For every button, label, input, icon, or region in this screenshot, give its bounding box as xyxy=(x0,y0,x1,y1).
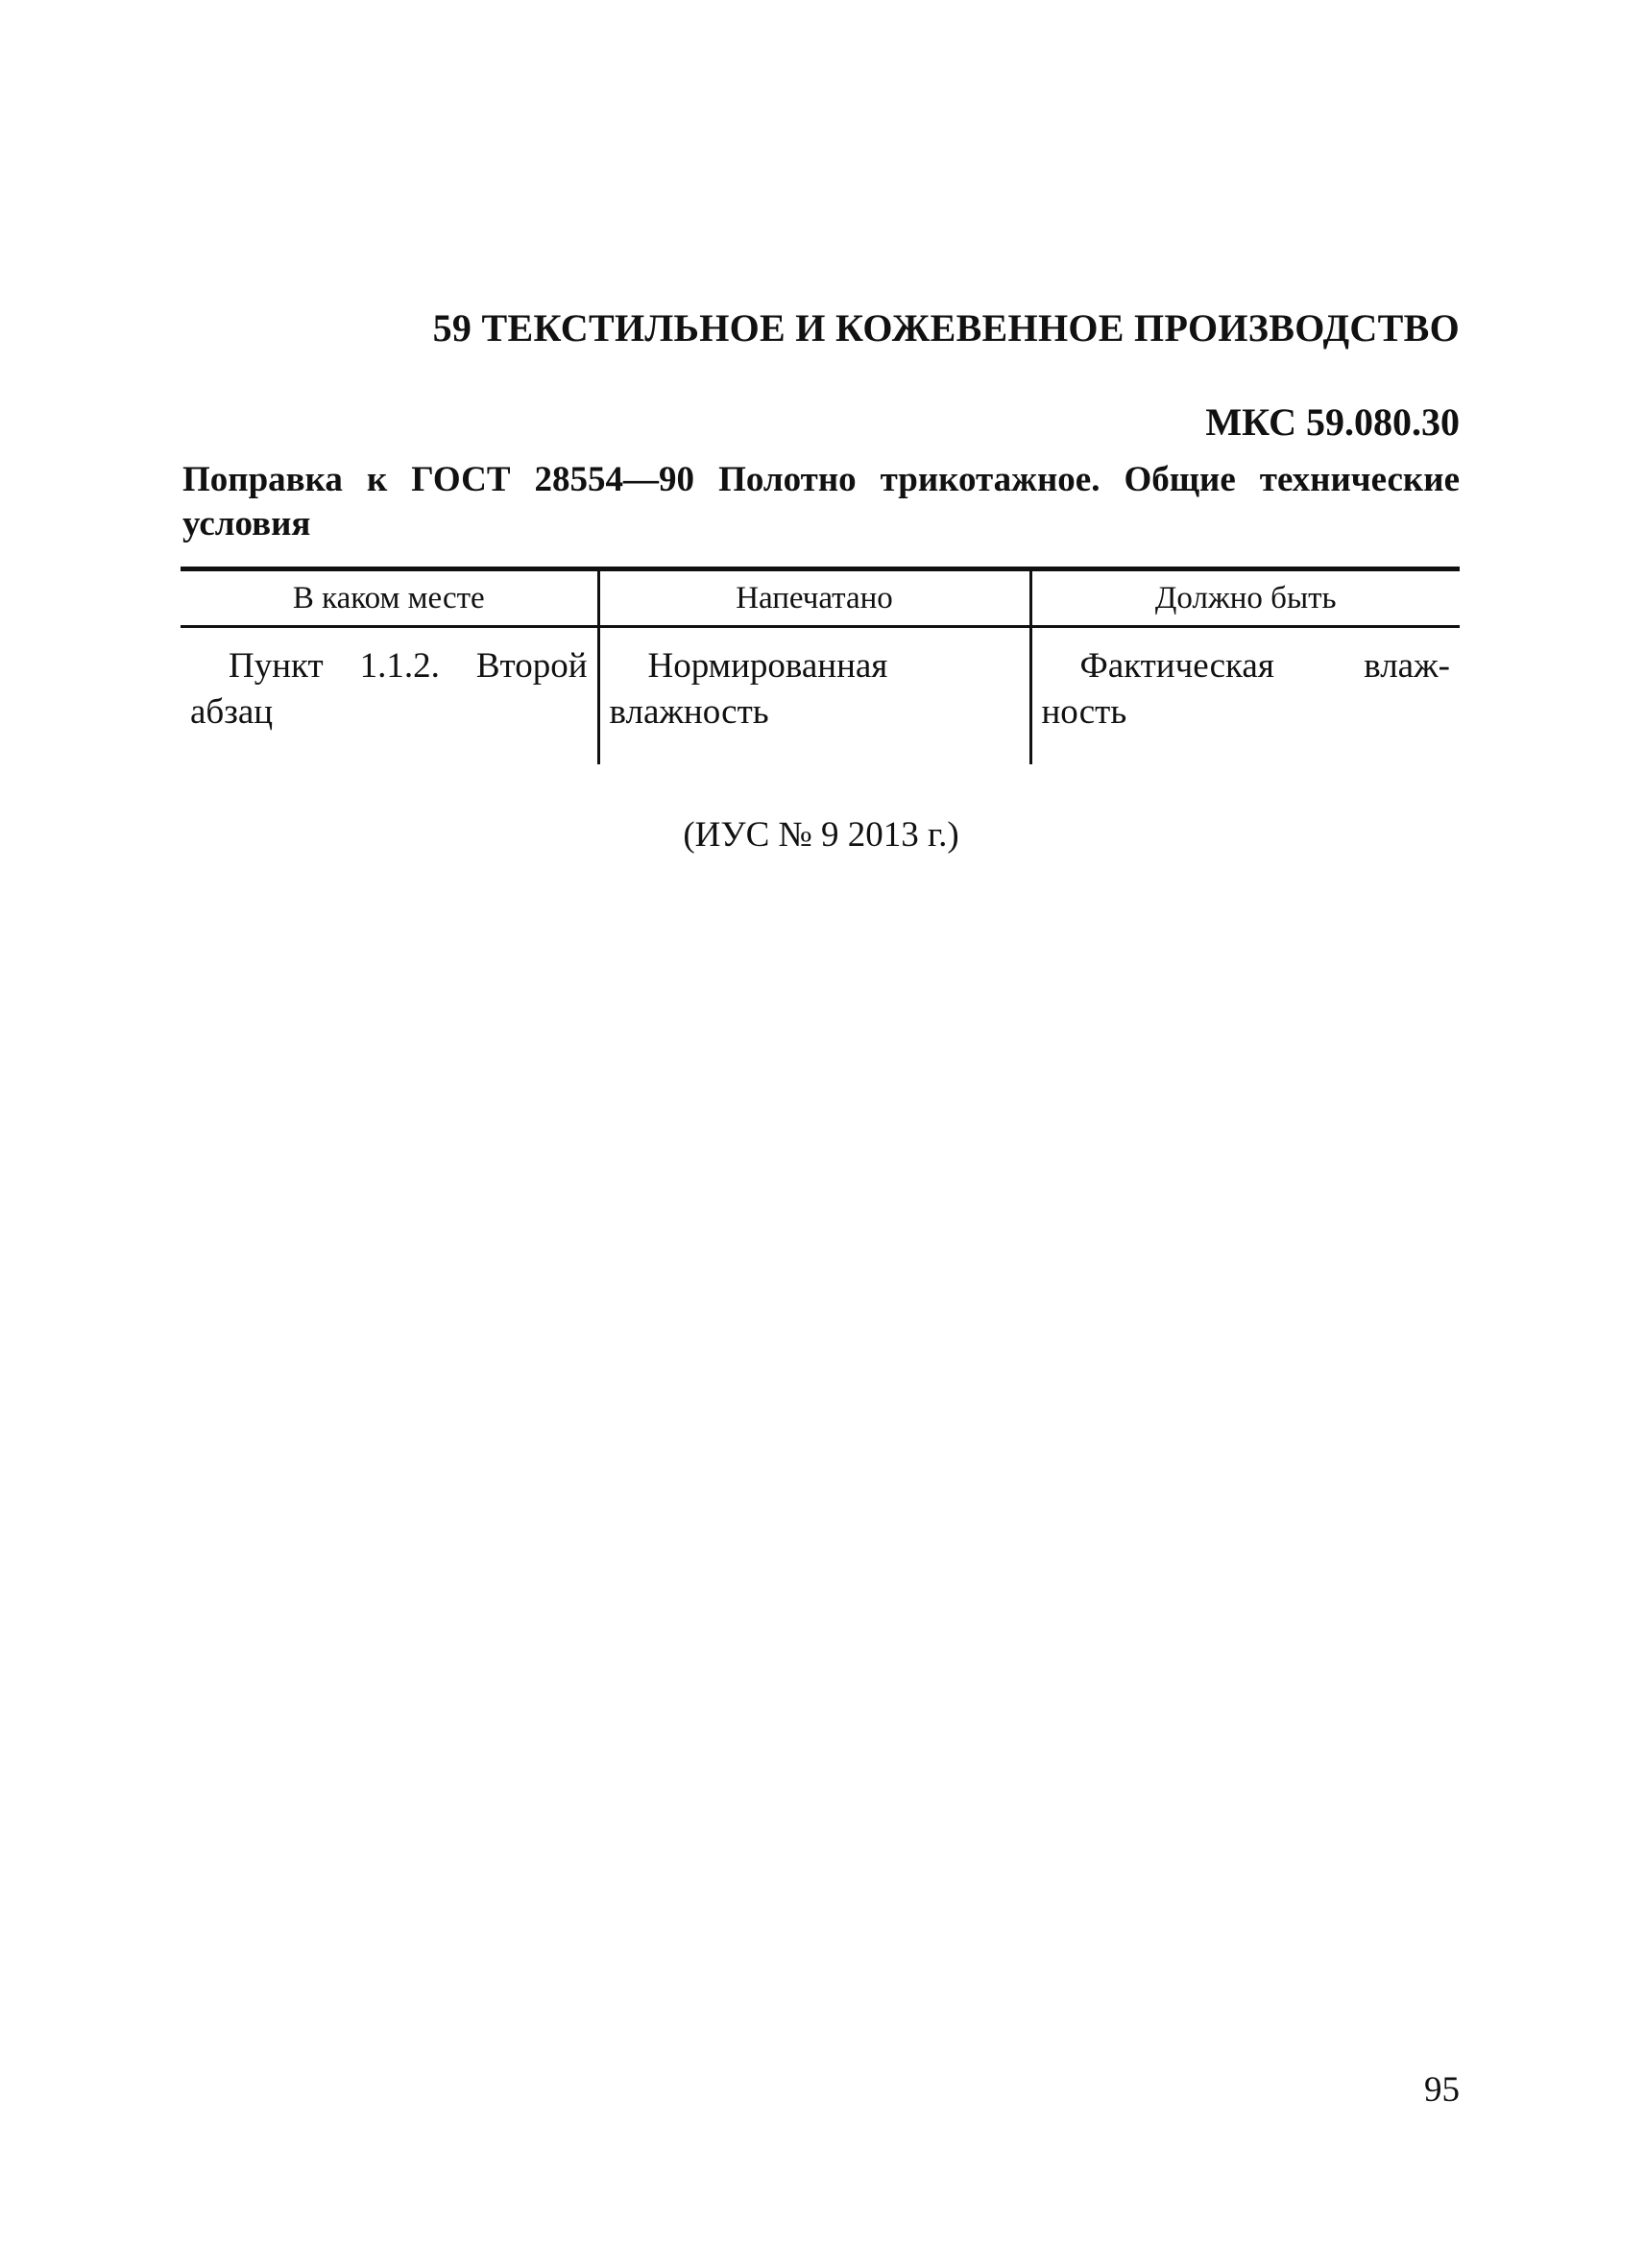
column-header-location: В каком месте xyxy=(181,569,598,627)
section-heading: 59 ТЕКСТИЛЬНОЕ И КОЖЕВЕННОЕ ПРОИЗВОДСТВО xyxy=(432,306,1460,350)
cell-printed: Нормированная влажность xyxy=(598,627,1030,765)
cell-location: Пункт 1.1.2. Второй абзац xyxy=(190,646,588,732)
mks-classification-code: МКС 59.080.30 xyxy=(1205,400,1460,444)
column-header-should-be: Должно быть xyxy=(1030,569,1460,627)
table-row xyxy=(181,627,1460,765)
cell-should-be: Фактическая влаж-ность xyxy=(1030,627,1460,765)
amendment-title: Поправка к ГОСТ 28554—90 Полотно трикотажное. Общие технические условия xyxy=(182,460,1460,543)
table-header-row xyxy=(181,569,1460,627)
issue-reference: (ИУС № 9 2013 г.) xyxy=(683,815,959,855)
column-header-printed: Напечатано xyxy=(598,569,1030,627)
page-number: 95 xyxy=(1424,2070,1460,2110)
corrections-table xyxy=(181,567,1460,764)
corrections-table-container xyxy=(181,567,1460,764)
